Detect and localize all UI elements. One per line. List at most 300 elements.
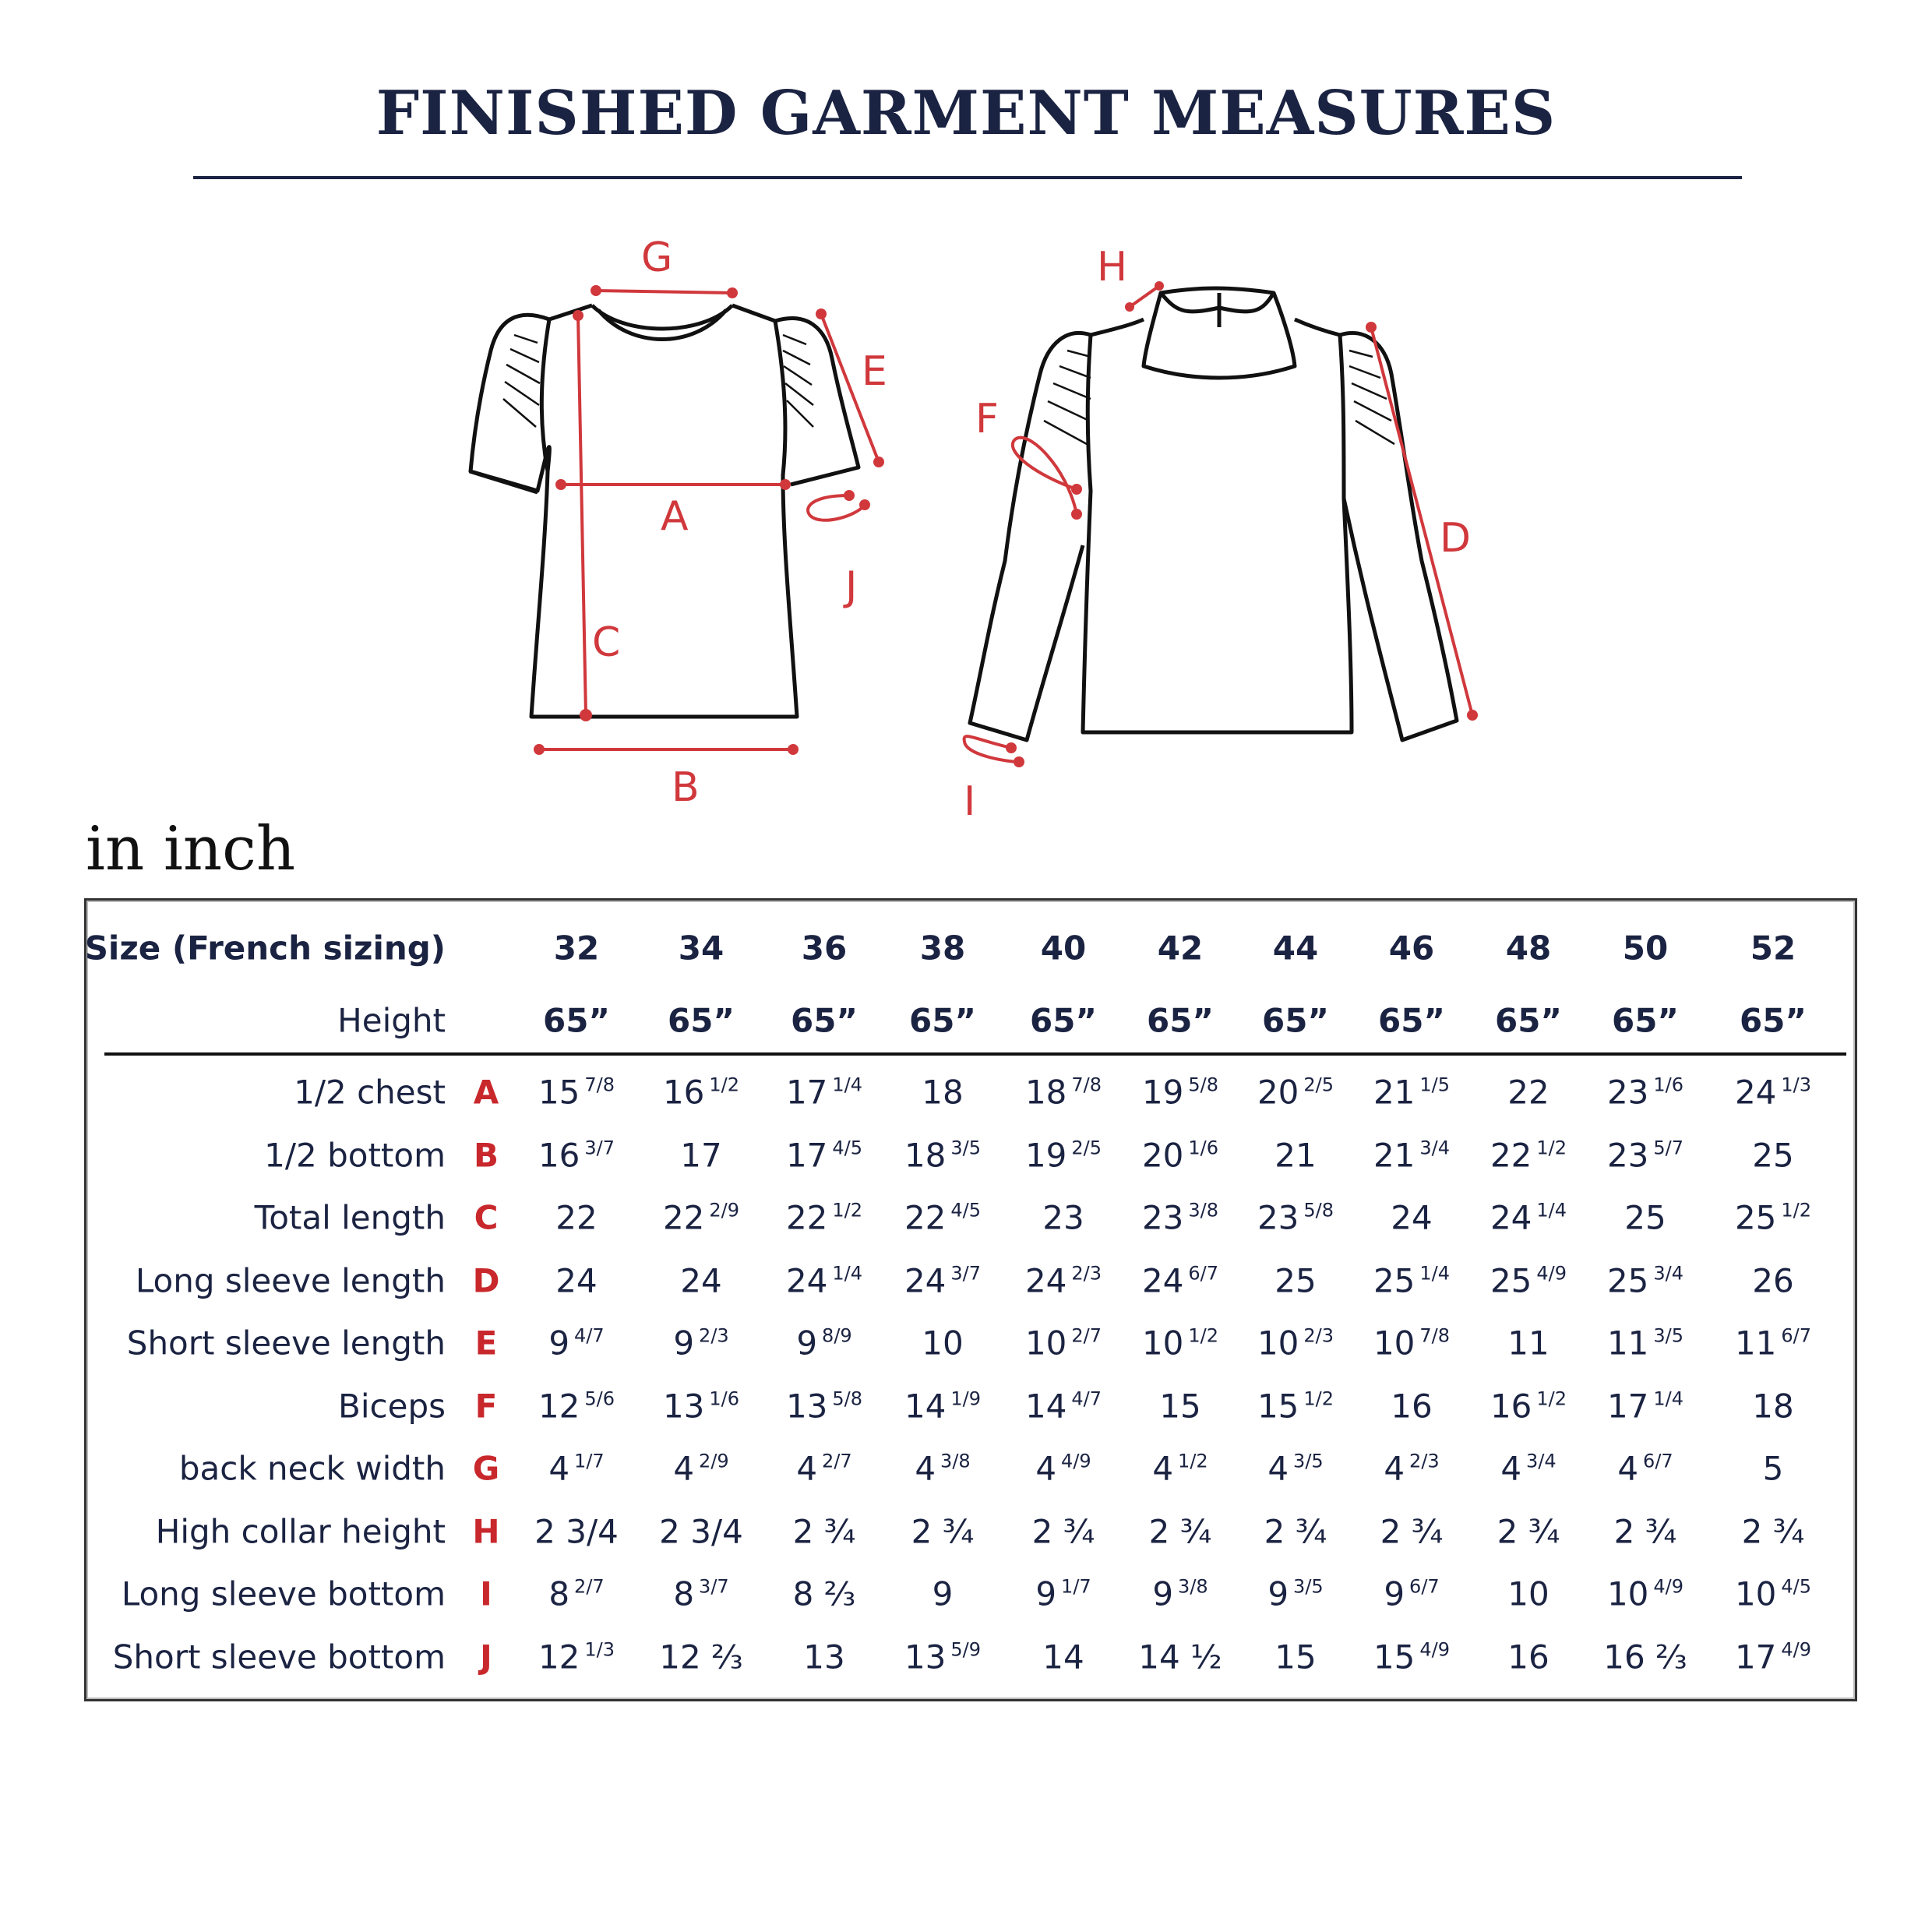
row-letter: B [473,1136,499,1174]
cell-fraction: 7/8 [584,1074,615,1096]
cell-whole: 10 [1373,1324,1416,1363]
table-cell [1025,1387,1102,1425]
tshirt-neck-inner [598,310,726,340]
row-label: back neck width [178,1449,446,1488]
table-cell [1603,1638,1687,1676]
longsleeve-drawing [970,288,1457,740]
cell-whole: 8 ⅔ [792,1574,856,1613]
cell-fraction: 5/9 [950,1638,982,1660]
table-cell [803,1638,844,1676]
row-label: 1/2 bottom [264,1136,446,1174]
table-cell [1274,1638,1316,1676]
cell-whole: 11 [1507,1324,1549,1363]
cell-whole: 24 [785,1261,828,1299]
cell-whole: 2 ¾ [1380,1512,1444,1550]
table-cell [680,1136,721,1174]
table-cell [1391,1387,1432,1425]
table-cell [1763,1450,1784,1488]
table-cell [1490,1136,1567,1174]
cell-fraction: 4/7 [1071,1387,1102,1409]
height-value: 65” [1739,1001,1807,1040]
cell-whole: 9 [1035,1574,1057,1613]
cell-fraction: 1/3 [584,1638,615,1660]
cell-fraction: 4/5 [950,1199,982,1222]
cell-fraction: 2/9 [699,1450,729,1472]
row-letter: J [480,1638,492,1676]
height-value: 65” [542,1001,611,1040]
cell-fraction: 1/6 [1653,1074,1684,1096]
cell-whole: 4 [796,1449,818,1488]
cell-whole: 12 [538,1387,580,1425]
cell-fraction: 1/3 [1781,1074,1812,1096]
table-cell [1267,1450,1323,1488]
table-cell [1507,1324,1549,1363]
diagram-label-i: I [964,778,976,825]
cell-fraction: 4/7 [574,1324,605,1347]
cell-whole: 2 ¾ [792,1512,856,1550]
table-cell [1384,1450,1439,1488]
table-cell [904,1261,981,1299]
height-value: 65” [1377,1001,1446,1040]
cell-whole: 21 [1274,1136,1317,1174]
table-cell [555,1261,597,1299]
cell-whole: 25 [1734,1198,1777,1237]
table-cell [1159,1387,1200,1425]
cell-fraction: 7/8 [1071,1074,1102,1096]
table-cell [1497,1512,1560,1550]
cell-whole: 10 [922,1324,964,1363]
cell-fraction: 1/4 [832,1262,863,1284]
table-cell [1149,1512,1212,1550]
table-cell [933,1575,954,1613]
size-col-header: 32 [553,929,600,968]
cell-fraction: 1/5 [1419,1074,1451,1096]
table-cell [1042,1199,1084,1237]
table-cell [1373,1074,1450,1112]
table-cell [1042,1638,1084,1676]
cell-fraction: 3/4 [1653,1262,1684,1284]
cell-fraction: 5/8 [832,1387,863,1409]
height-value: 65” [1029,1001,1098,1040]
cell-fraction: 3/4 [1526,1450,1557,1472]
row-letter: I [480,1574,492,1613]
cell-whole: 4 [1617,1449,1639,1488]
table-cell [555,1199,597,1237]
cell-whole: 2 ¾ [1497,1512,1560,1550]
cell-fraction: 1/9 [950,1387,982,1409]
table-cell [1142,1261,1218,1299]
table-cell [786,1261,862,1299]
cell-whole: 14 [1042,1638,1084,1676]
cell-fraction: 1/2 [832,1199,863,1222]
table-cell [663,1199,739,1237]
cell-fraction: 2/7 [574,1575,605,1598]
cell-fraction: 6/7 [1781,1324,1812,1347]
table-cell [680,1261,721,1299]
table-cell [1735,1638,1811,1676]
cell-fraction: 3/5 [1653,1324,1684,1347]
cell-fraction: 1/6 [1188,1137,1219,1158]
cell-whole: 23 [1141,1198,1184,1237]
cell-whole: 13 [662,1387,705,1425]
page-title: FINISHED GARMENT MEASURES [375,78,1557,149]
cell-whole: 18 [1752,1387,1794,1425]
table-cell [793,1575,856,1613]
row-label: Long sleeve length [135,1261,446,1299]
row-label: Biceps [338,1387,446,1425]
cell-whole: 8 [673,1574,695,1613]
height-value: 65” [1494,1001,1563,1040]
height-value: 65” [1146,1001,1215,1040]
cell-fraction: 3/5 [950,1137,982,1158]
table-cell [796,1450,851,1488]
table-cell [1607,1324,1683,1363]
cell-fraction: 2/3 [699,1324,729,1347]
size-col-header: 38 [919,929,966,968]
cell-whole: 10 [1507,1574,1549,1613]
table-cell [663,1074,739,1112]
table-cell [1490,1199,1567,1237]
row-label: Short sleeve bottom [112,1638,446,1676]
row-letter: A [473,1073,499,1112]
cell-whole: 8 [548,1574,570,1613]
table-cell [1025,1261,1102,1299]
row-letter: E [474,1324,498,1363]
cell-whole: 10 [1141,1324,1184,1363]
cell-whole: 21 [1373,1136,1416,1174]
table-cell [1032,1512,1095,1550]
cell-whole: 17 [785,1073,828,1112]
size-col-header: 48 [1505,929,1552,968]
table-cell [1490,1387,1567,1425]
cell-whole: 11 [1606,1324,1649,1363]
height-value: 65” [1261,1001,1330,1040]
size-col-header: 44 [1272,929,1319,968]
cell-fraction: 3/7 [584,1137,615,1158]
cell-whole: 9 [796,1324,818,1363]
table-cell [538,1638,615,1676]
cell-fraction: 4/5 [832,1137,863,1158]
height-value: 65” [908,1001,977,1040]
cell-whole: 23 [1257,1198,1299,1237]
cell-whole: 24 [555,1261,598,1299]
table-cell [1264,1512,1327,1550]
cell-whole: 18 [922,1073,964,1112]
table-cell [1373,1638,1450,1676]
table-cell [904,1638,981,1676]
table-cell [796,1324,851,1363]
cell-fraction: 2/3 [1409,1450,1440,1472]
cell-whole: 16 ⅔ [1603,1638,1687,1676]
cell-whole: 4 [673,1449,695,1488]
cell-whole: 9 [673,1324,695,1363]
cell-fraction: 1/2 [709,1074,740,1096]
cell-whole: 10 [1734,1574,1777,1613]
cell-whole: 25 [1624,1198,1666,1237]
cell-fraction: 4/9 [1061,1450,1091,1472]
table-cell [1257,1387,1334,1425]
diagram-label-h: H [1097,244,1128,291]
cell-fraction: 3/8 [940,1450,971,1472]
table-cell [1257,1324,1334,1363]
diagram-label-j: J [845,563,858,610]
cell-whole: 15 [1257,1387,1299,1425]
diagram-label-a: A [661,493,689,540]
cell-whole: 15 [538,1073,580,1112]
cell-whole: 17 [680,1136,722,1174]
cell-whole: 10 [1257,1324,1299,1363]
cell-fraction: 1/2 [1178,1450,1208,1472]
cell-whole: 24 [1141,1261,1184,1299]
cell-fraction: 4/9 [1536,1262,1567,1284]
cell-whole: 15 [1274,1638,1317,1676]
cell-whole: 25 [1606,1261,1649,1299]
cell-whole: 2 ¾ [1031,1512,1095,1550]
cell-whole: 11 [1734,1324,1777,1363]
cell-whole: 22 [662,1198,705,1237]
table-cell [1152,1575,1208,1613]
table-cell [1274,1261,1316,1299]
table-cell [1142,1136,1218,1174]
table-cell [1752,1387,1793,1425]
cell-whole: 20 [1257,1073,1299,1112]
cell-fraction: 6/7 [1643,1450,1673,1472]
cell-whole: 24 [1391,1198,1433,1237]
table-cell [786,1136,862,1174]
cell-whole: 2 3/4 [659,1512,743,1550]
table-cell [1257,1199,1334,1237]
table-cell [1373,1261,1450,1299]
height-value: 65” [1611,1001,1680,1040]
table-cell [1752,1261,1793,1299]
cell-fraction: 2/3 [1071,1262,1102,1284]
cell-fraction: 4/9 [1419,1638,1451,1660]
longsleeve-body [1083,319,1352,732]
diagram-label-c: C [592,619,621,666]
tshirt-sleeve-gathers [503,335,813,427]
longsleeve-left-sleeve [970,333,1091,740]
size-col-header: 52 [1750,929,1796,968]
table-cell [1500,1450,1556,1488]
table-cell [1267,1575,1323,1613]
diagram-label-d: D [1440,515,1472,562]
table-cell [1735,1575,1811,1613]
cell-fraction: 1/6 [709,1387,740,1409]
table-cell [1607,1387,1683,1425]
diagram-label-b: B [672,764,700,811]
size-header: Size (French sizing) [84,929,446,968]
cell-fraction: 2/5 [1303,1074,1334,1096]
table-cell [1735,1074,1811,1112]
cell-fraction: 1/4 [832,1074,863,1096]
cell-whole: 16 [1507,1638,1549,1676]
cell-whole: 21 [1373,1073,1416,1112]
table-cell [915,1450,970,1488]
cell-whole: 4 [1035,1449,1057,1488]
cell-fraction: 4/9 [1653,1575,1684,1598]
cell-fraction: 2/3 [1303,1324,1334,1347]
measure-line-c [578,316,586,715]
cell-fraction: 1/2 [1303,1387,1334,1409]
table-cell [904,1199,981,1237]
cell-whole: 16 [1391,1387,1433,1425]
table-cell [534,1512,619,1550]
cell-fraction: 3/5 [1293,1575,1324,1598]
cell-fraction: 3/8 [1178,1575,1208,1598]
cell-whole: 13 [904,1638,947,1676]
cell-whole: 19 [1024,1136,1067,1174]
table-cell [1735,1199,1811,1237]
measure-labels [592,234,1471,825]
cell-whole: 9 [932,1574,954,1613]
cell-fraction: 6/7 [1188,1262,1219,1284]
unit-label: in inch [86,814,296,884]
cell-fraction: 5/7 [1653,1137,1684,1158]
table-cell [1607,1136,1683,1174]
tshirt-left-sleeve [471,315,549,491]
row-label: Total length [254,1198,446,1237]
cell-fraction: 2/7 [822,1450,852,1472]
cell-whole: 25 [1274,1261,1317,1299]
cell-whole: 22 [904,1198,947,1237]
cell-whole: 9 [1152,1574,1174,1613]
cell-whole: 9 [1384,1574,1405,1613]
cell-whole: 16 [662,1073,705,1112]
cell-whole: 16 [1490,1387,1532,1425]
cell-fraction: 4/5 [1781,1575,1812,1598]
cell-whole: 5 [1762,1449,1784,1488]
cell-fraction: 1/4 [1419,1262,1451,1284]
table-cell [548,1575,604,1613]
table-cell [1380,1512,1444,1550]
table-cell [1373,1136,1450,1174]
table-cell [1142,1199,1218,1237]
cell-whole: 22 [555,1198,598,1237]
cell-fraction: 2/7 [1071,1324,1102,1347]
height-value: 65” [790,1001,858,1040]
cell-whole: 10 [1606,1574,1649,1613]
cell-whole: 22 [1507,1073,1549,1112]
table-cell [1373,1324,1450,1363]
cell-whole: 10 [1024,1324,1067,1363]
cell-fraction: 3/5 [1293,1450,1324,1472]
diagram-label-f: F [975,396,999,442]
cell-whole: 25 [1373,1261,1416,1299]
cell-whole: 17 [1734,1638,1777,1676]
cell-whole: 2 ¾ [911,1512,975,1550]
row-letter: G [472,1449,500,1488]
table-cell [1025,1324,1102,1363]
table-cell [1752,1136,1793,1174]
cell-whole: 23 [1606,1073,1649,1112]
cell-fraction: 8/9 [822,1324,852,1347]
cell-whole: 9 [548,1324,570,1363]
cell-whole: 24 [1024,1261,1067,1299]
cell-whole: 23 [1042,1198,1084,1237]
cell-whole: 25 [1752,1136,1794,1174]
cell-whole: 9 [1267,1574,1289,1613]
table-cell [663,1387,739,1425]
cell-whole: 24 [904,1261,947,1299]
cell-whole: 24 [680,1261,722,1299]
row-label: Short sleeve length [126,1324,446,1363]
table-header-divider [104,1052,1846,1056]
size-col-header: 46 [1388,929,1435,968]
table-cell [1274,1136,1316,1174]
row-label: Long sleeve bottom [121,1574,446,1613]
garment-diagram [0,0,1932,826]
cell-whole: 23 [1606,1136,1649,1174]
table-cell [786,1074,862,1112]
table-cell [1035,1450,1091,1488]
cell-whole: 20 [1141,1136,1184,1174]
size-col-header: 36 [801,929,848,968]
cell-whole: 24 [1734,1073,1777,1112]
cell-fraction: 1/2 [1536,1137,1567,1158]
table-cell [911,1512,975,1550]
cell-whole: 12 [538,1638,580,1676]
table-cell [548,1450,604,1488]
size-col-header: 42 [1157,929,1204,968]
table-cell [1614,1512,1677,1550]
cell-fraction: 3/4 [1419,1137,1451,1158]
table-cell [1025,1136,1102,1174]
row-label: High collar height [155,1512,446,1550]
cell-whole: 15 [1373,1638,1416,1676]
table-cell [1391,1199,1432,1237]
table-cell [659,1512,743,1550]
table-cell [1490,1261,1567,1299]
cell-whole: 13 [803,1638,845,1676]
cell-whole: 16 [538,1136,580,1174]
cell-whole: 22 [1490,1136,1532,1174]
cell-whole: 2 ¾ [1264,1512,1327,1550]
table-cell [1142,1324,1218,1363]
table-cell [1607,1575,1683,1613]
diagram-label-g: G [641,234,673,281]
cell-whole: 12 ⅔ [659,1638,743,1676]
table-cell [1507,1638,1549,1676]
cell-whole: 4 [548,1449,570,1488]
cell-whole: 4 [1500,1449,1522,1488]
cell-fraction: 1/4 [1653,1387,1684,1409]
cell-whole: 26 [1752,1261,1794,1299]
height-header: Height [337,1001,446,1040]
cell-whole: 17 [1606,1387,1649,1425]
cell-whole: 13 [785,1387,828,1425]
table-cell [659,1638,743,1676]
cell-whole: 22 [785,1198,828,1237]
cell-fraction: 2/9 [709,1199,740,1222]
table-cell [922,1074,963,1112]
cell-whole: 14 ½ [1138,1638,1222,1676]
size-col-header: 40 [1040,929,1087,968]
cell-whole: 18 [1024,1073,1067,1112]
tshirt-left-sleeve-edge [470,471,538,492]
cell-fraction: 1/7 [1061,1575,1091,1598]
cell-whole: 19 [1141,1073,1184,1112]
cell-fraction: 1/2 [1188,1324,1219,1347]
cell-fraction: 6/7 [1409,1575,1440,1598]
table-cell [538,1387,615,1425]
cell-fraction: 1/7 [574,1450,605,1472]
table-cell [793,1512,856,1550]
table-cell [1035,1575,1091,1613]
table-cell [673,1575,728,1613]
cell-fraction: 3/8 [1188,1199,1219,1222]
table-cell [1257,1074,1334,1112]
cell-whole: 2 3/4 [534,1512,619,1550]
